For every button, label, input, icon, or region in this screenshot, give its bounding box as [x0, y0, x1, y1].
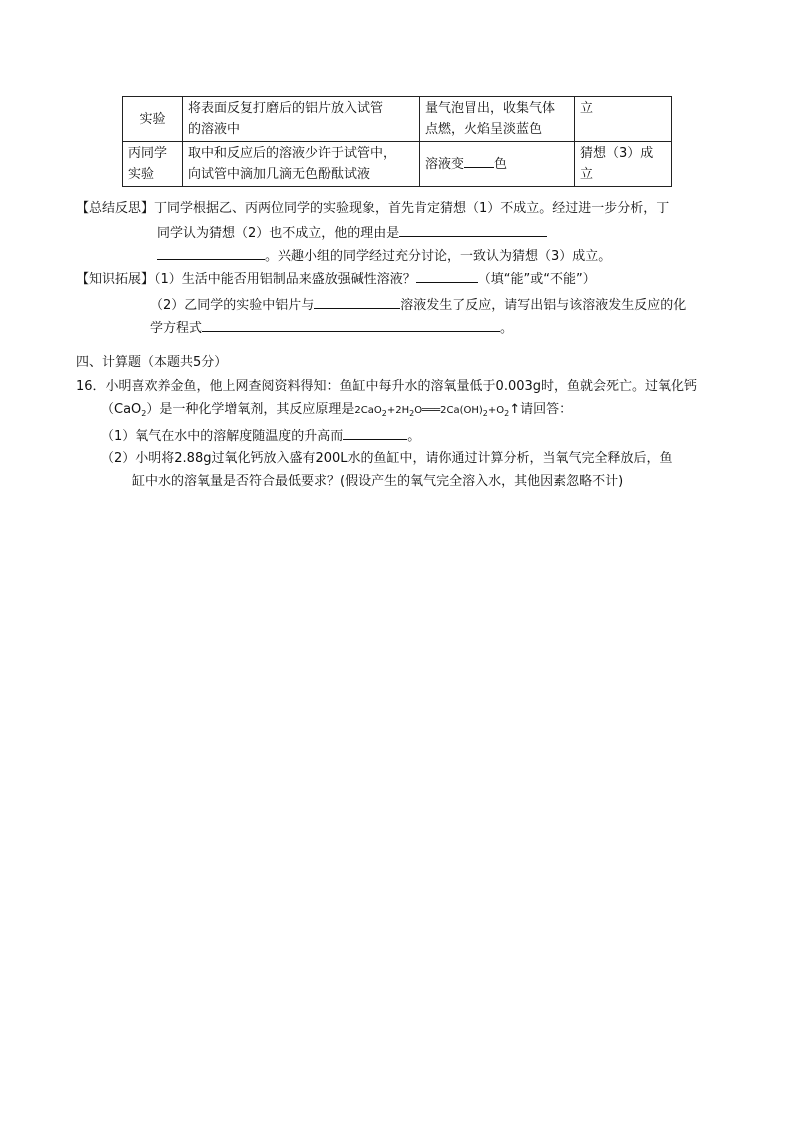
question-text: 缸中水的溶氧量是否符合最低要求？(假设产生的氧气完全溶入水，其他因素忽略不计): [132, 474, 624, 489]
question-16-line-1: [76, 377, 697, 397]
extension-tag: 【知识拓展】: [76, 272, 155, 287]
summary-text: 丁同学根据乙、丙两位同学的实验现象，首先肯定猜想（1）不成立。经过进一步分析，丁: [154, 201, 670, 216]
summary-tag: 【总结反思】: [76, 201, 155, 216]
subscript: 2: [141, 409, 147, 418]
table-cell: 立: [575, 97, 672, 142]
extension-text: 溶液发生了反应，请写出铝与该溶液发生反应的化: [400, 298, 687, 313]
extension-text: （2）乙同学的实验中铝片与: [150, 298, 315, 313]
table-cell: [420, 142, 575, 187]
question-text: （2）小明将2.88g过氧化钙放入盛有200L水的鱼缸中，请你通过计算分析，当氧气完全释放后，鱼: [101, 451, 673, 466]
subscript: 2: [409, 409, 415, 418]
table-row: [123, 142, 672, 187]
answer-blank[interactable]: [464, 153, 494, 168]
question-text: ）是一种化学增氧剂，其反应原理是: [146, 402, 355, 417]
extension-text: （1）生活中能否用铝制品来盛放强碱性溶液？: [154, 272, 416, 287]
cell-line: 将表面反复打磨后的铝片放入试管: [188, 101, 384, 116]
cell-line: 实验: [128, 167, 155, 182]
extension-line-3: [150, 317, 513, 339]
subscript: 2: [504, 409, 510, 418]
experiment-table: [122, 96, 672, 187]
cell-line: 取中和反应后的溶液少许于试管中，: [188, 146, 397, 161]
table-cell: [123, 142, 183, 187]
summary-text: 。兴趣小组的同学经过充分讨论，一致认为猜想（3）成立。: [265, 249, 612, 264]
cell-line: 丙同学: [128, 146, 168, 161]
up-arrow-icon: ↑: [509, 402, 521, 417]
equation-part: +2H: [386, 405, 410, 416]
summary-line-3: [157, 245, 611, 267]
question-text: （1）氧气在水中的溶解度随温度的升高而: [101, 429, 344, 444]
extension-line-2: [150, 294, 686, 316]
question-16-line-2: [101, 400, 572, 421]
extension-line-1: [76, 268, 596, 290]
table-cell: 实验: [123, 97, 183, 142]
table-cell: [420, 97, 575, 142]
answer-blank[interactable]: [314, 294, 400, 309]
cell-text: 溶液变: [425, 157, 465, 172]
summary-line-2: [157, 222, 547, 244]
answer-blank[interactable]: [202, 317, 500, 332]
table-cell: [183, 142, 420, 187]
cell-line: 点燃，火焰呈淡蓝色: [425, 122, 543, 137]
question-text: 请回答：: [520, 402, 573, 417]
cell-line: 立: [580, 167, 594, 182]
question-text: 16．小明喜欢养金鱼，他上网查阅资料得知：鱼缸中每升水的溶氧量低于0.003g时，鱼就会死亡。过氧化钙: [76, 379, 698, 394]
table-cell: [183, 97, 420, 142]
summary-line-1: [76, 199, 669, 219]
cell-line: 量气泡冒出，收集气体: [425, 101, 556, 116]
table-row: [123, 97, 672, 142]
section-heading: [76, 353, 227, 373]
cell-line: 向试管中滴加几滴无色酚酞试液: [188, 167, 371, 182]
cell-text: 色: [494, 157, 508, 172]
answer-blank[interactable]: [416, 268, 478, 283]
equation-part: +O: [487, 405, 505, 416]
summary-text: 同学认为猜想（2）也不成立，他的理由是: [157, 226, 400, 241]
table-cell: [575, 142, 672, 187]
question-text: 。: [407, 429, 421, 444]
extension-text: （填“能”或“不能”）: [477, 272, 596, 287]
question-16-sub-2: [101, 449, 673, 469]
question-text: （CaO: [101, 402, 142, 417]
answer-blank[interactable]: [343, 425, 407, 440]
answer-blank[interactable]: [399, 222, 547, 237]
equation-part: 2CaO: [354, 405, 382, 416]
chemical-equation: [354, 405, 509, 416]
question-16-sub-1: [101, 425, 420, 447]
cell-line: 的溶液中: [188, 122, 241, 137]
question-16-sub-2-cont: [132, 472, 623, 492]
answer-blank[interactable]: [157, 245, 265, 260]
subscript: 2: [482, 409, 488, 418]
section-heading-text: 四、计算题（本题共5分）: [76, 355, 228, 370]
cell-line: 猜想（3）成: [580, 146, 654, 161]
equation-part: O═══2Ca(OH): [414, 405, 483, 416]
extension-text: 学方程式: [150, 321, 203, 336]
subscript: 2: [381, 409, 387, 418]
extension-text: 。: [500, 321, 514, 336]
